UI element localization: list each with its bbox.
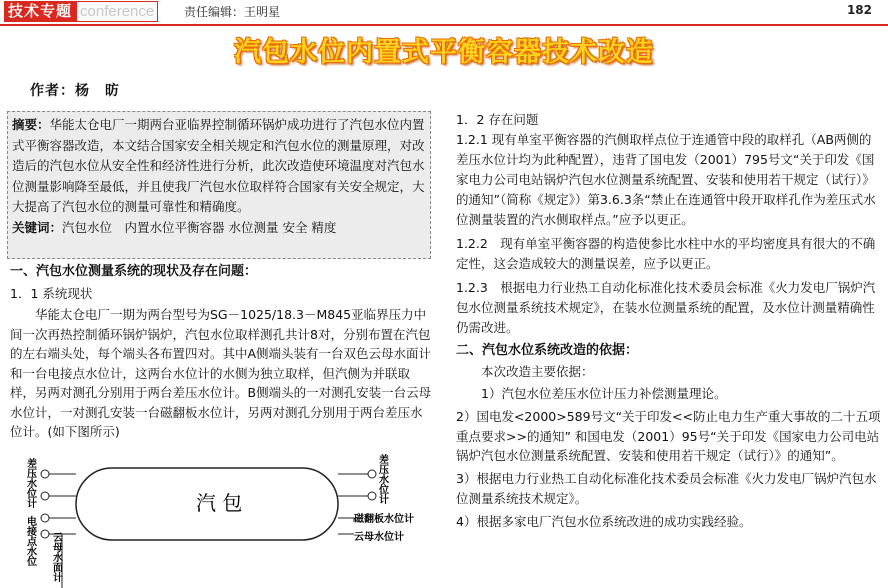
subsection-1-2: 1．2 存在问题 [456,112,539,127]
drum-water-level-diagram [24,452,416,588]
section2-heading: 二、汽包水位系统改造的依据： [456,343,639,358]
keywords-label: 关键词： [12,219,63,235]
article-author: 作者：杨 昉 [30,83,120,99]
paragraph-1-2-3: 1.2.3 根据电力行业热工自动化标准化技术委员会标准《火力发电厂锅炉汽包水位测量系统技术规定》，在装水位测量系统的配置，及水位计测量精确性仍需改进。 [456,280,876,335]
abstract-text: 华能太仓电厂一期两台亚临界控制循环锅炉成功进行了汽包水位内置式平衡容器改造，本文结合国家安全相关规定和汽包水位的测量原理，对改造后的汽包水位从安全性和经济性进行分析，此次改造使环境温度对汽包水位测量影响降至最低，并且使我厂汽包水位取样符合国家有关安全规定，大大提高了汽包水位的测量可靠性和精确度。 [12,117,425,214]
label-left-top: 差压水位计 [24,458,36,508]
brand-english: conference [76,1,158,22]
subsection-1-1: 1．1 系统现状 [10,286,93,301]
basis-item-2: 2）国电发<2000>589号文“关于印发<<防止电力生产重大事故的二十五项重点要求>>的通知” 和国电发（2001）95号“关于印发《国家电力公司电站锅炉汽包水位测量系统配置、安装和使用若干规定（试行）》的通知”。 [456,409,881,463]
basis-item-4: 4）根据多家电厂汽包水位系统改进的成功实践经验。 [456,513,752,529]
abstract-box [7,111,431,259]
label-right-bottom: 云母水位计 [354,532,404,543]
abstract-label: 摘要： [12,117,50,132]
port-left-4 [41,530,49,538]
section1-heading: 一、汽包水位测量系统的现状及存在问题： [10,264,258,279]
basis-item-1: 1）汽包水位差压水位计压力补偿测量理论。 [481,386,727,401]
paragraph-1-2-1: 1.2.1 现有单室平衡容器的汽侧取样点位于连通管中段的取样孔（AB两侧的差压水位计均为此种配置），违背了国电发（2001）795号文“关于印发《国家电力公司电站锅炉汽包水位测量系统配置、安装和使用若干规定（试行）》的通知”（简称《规定》）第3.6.3条“禁止在连通管中段开取样孔作为差压式水位测量装置的汽水侧取样点。”应予以更正。 [456,132,876,227]
brand-chinese: 技术专题 [4,1,76,22]
port-right-2 [368,492,376,500]
article-title: 汽包水位内置式平衡容器技术改造 [234,37,654,68]
label-right-top: 差压水位计 [376,454,388,504]
paragraph-1-1: 华能太仓电厂一期为两台型号为SG－1025/18.3－M845亚临界压力中间一次再热控制循环锅炉锅炉，汽包水位取样测孔共计8对，分别布置在汽包的左右端头处，每个端头各布置四对。其中A侧端头装有一台双色云母水面计和一台电接点水位计，这两台水位计的水侧为独立取样，但汽侧为并联取样，另两对测孔分别用于两台差压水位计。B侧端头的一对测孔安装一台云母水位计，一对测孔安装一台磁翻板水位计，另两对测孔分别用于两台差压水位计。(如下图所示) [10,307,432,439]
label-right-mid: 磁翻板水位计 [354,514,414,525]
label-left-bottom: 云母水面计 [50,532,62,582]
right-column [456,110,882,532]
page-number: 182 [846,3,872,17]
label-left-mid: 电接点水位 [24,516,36,566]
keywords-text: 汽包水位 内置水位平衡容器 水位测量 安全 精度 [62,219,337,235]
column-brand [4,1,158,22]
drum-label: 汽 包 [196,491,243,515]
basis-intro: 本次改造主要依据： [481,364,594,379]
paragraph-1-2-2: 1.2.2 现有单室平衡容器的构造使参比水柱中水的平均密度具有很大的不确定性，这会造成较大的测量误差，应予以更正。 [456,236,876,271]
editor-credit: 责任编辑：王明星 [184,5,281,19]
basis-item-3: 3）根据电力行业热工自动化标准化技术委员会标准《火力发电厂锅炉汽包水位测量系统技术规定》。 [456,470,877,506]
page-header [0,0,888,26]
port-left-3 [41,514,49,522]
port-right-1 [368,470,376,478]
left-column [10,262,432,442]
port-left-2 [41,492,49,500]
port-left-1 [41,470,49,478]
